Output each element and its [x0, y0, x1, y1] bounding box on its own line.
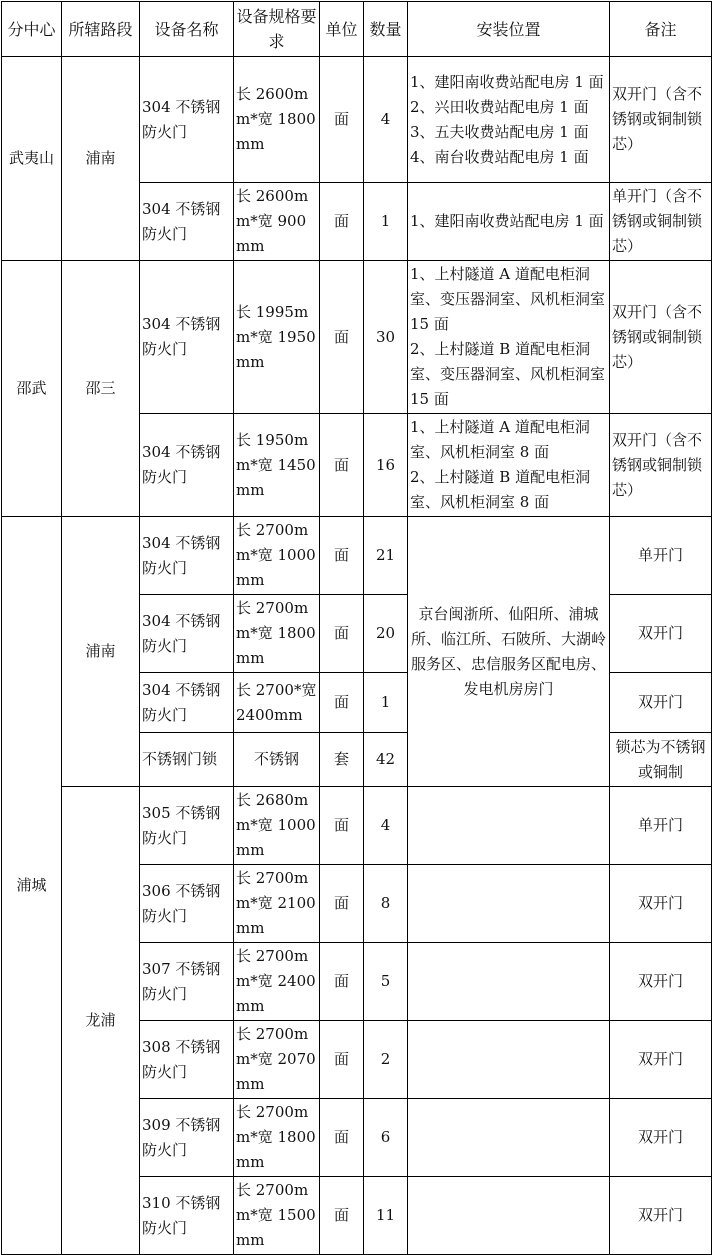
header-spec: 设备规格要求 [234, 2, 320, 57]
location-cell [408, 1099, 610, 1177]
section-cell: 邵三 [62, 261, 140, 517]
header-note: 备注 [610, 2, 712, 57]
qty-cell: 8 [364, 865, 408, 943]
location-line: 4、南台收费站配电房 1 面 [410, 147, 589, 166]
spec-cell: 长 2700mm*宽 1500mm [234, 1177, 320, 1255]
unit-cell: 面 [320, 183, 364, 261]
table-row [2, 787, 712, 865]
location-cell [408, 261, 610, 414]
spec-cell: 长 2700mm*宽 2400mm [234, 943, 320, 1021]
unit-cell: 面 [320, 517, 364, 595]
note-cell: 双开门 [610, 673, 712, 733]
unit-cell: 套 [320, 733, 364, 787]
location-line: 1、建阳南收费站配电房 1 面 [410, 212, 604, 230]
unit-cell: 面 [320, 261, 364, 414]
note-cell: 单开门 [610, 787, 712, 865]
device-name-cell: 309 不锈钢防火门 [140, 1099, 234, 1177]
device-name-cell: 304 不锈钢防火门 [140, 183, 234, 261]
header-row [2, 2, 712, 57]
note-cell: 双开门 [610, 1021, 712, 1099]
note-cell: 双开门（含不锈钢或铜制锁芯） [610, 414, 712, 517]
qty-cell: 42 [364, 733, 408, 787]
unit-cell: 面 [320, 1021, 364, 1099]
note-cell: 单开门（含不锈钢或铜制锁芯） [610, 183, 712, 261]
qty-cell: 30 [364, 261, 408, 414]
location-cell [408, 943, 610, 1021]
note-cell: 单开门 [610, 517, 712, 595]
device-name-cell: 307 不锈钢防火门 [140, 943, 234, 1021]
unit-cell: 面 [320, 595, 364, 673]
unit-cell: 面 [320, 414, 364, 517]
location-line: 1、建阳南收费站配电房 1 面 [410, 72, 604, 91]
table-row [2, 261, 712, 414]
header-device-name: 设备名称 [140, 2, 234, 57]
header-location: 安装位置 [408, 2, 610, 57]
device-name-cell: 304 不锈钢防火门 [140, 595, 234, 673]
unit-cell: 面 [320, 57, 364, 183]
location-cell [408, 57, 610, 183]
spec-cell: 长 2700mm*宽 1000mm [234, 517, 320, 595]
unit-cell: 面 [320, 1177, 364, 1255]
center-cell: 浦城 [2, 517, 62, 1255]
qty-cell: 5 [364, 943, 408, 1021]
header-center: 分中心 [2, 2, 62, 57]
table-row [2, 517, 712, 595]
center-cell: 武夷山 [2, 57, 62, 261]
note-cell: 双开门（含不锈钢或铜制锁芯） [610, 261, 712, 414]
section-cell: 浦南 [62, 517, 140, 787]
location-cell [408, 787, 610, 865]
equipment-table [1, 1, 712, 1255]
device-name-cell: 304 不锈钢防火门 [140, 261, 234, 414]
header-qty: 数量 [364, 2, 408, 57]
qty-cell: 4 [364, 57, 408, 183]
qty-cell: 2 [364, 1021, 408, 1099]
location-line: 3、五夫收费站配电房 1 面 [410, 122, 589, 141]
spec-cell: 长 2700*宽 2400mm [234, 673, 320, 733]
spec-cell: 不锈钢 [234, 733, 320, 787]
section-cell: 龙浦 [62, 787, 140, 1255]
spec-cell: 长 2700mm*宽 2100mm [234, 865, 320, 943]
qty-cell: 11 [364, 1177, 408, 1255]
spec-cell: 长 2600mm*宽 1800mm [234, 57, 320, 183]
unit-cell: 面 [320, 865, 364, 943]
table-row [2, 57, 712, 183]
location-cell: 京台闽浙所、仙阳所、浦城所、临江所、石陂所、大湖岭服务区、忠信服务区配电房、发电机房房门 [408, 517, 610, 787]
device-name-cell: 304 不锈钢防火门 [140, 517, 234, 595]
spec-cell: 长 2700mm*宽 1800mm [234, 595, 320, 673]
device-name-cell: 304 不锈钢防火门 [140, 673, 234, 733]
unit-cell: 面 [320, 943, 364, 1021]
spec-cell: 长 1995mm*宽 1950mm [234, 261, 320, 414]
spec-cell: 长 2600mm*宽 900mm [234, 183, 320, 261]
unit-cell: 面 [320, 1099, 364, 1177]
device-name-cell: 308 不锈钢防火门 [140, 1021, 234, 1099]
qty-cell: 16 [364, 414, 408, 517]
device-name-cell: 305 不锈钢防火门 [140, 787, 234, 865]
header-section: 所辖路段 [62, 2, 140, 57]
qty-cell: 20 [364, 595, 408, 673]
note-cell: 锁芯为不锈钢或铜制 [610, 733, 712, 787]
qty-cell: 1 [364, 673, 408, 733]
header-unit: 单位 [320, 2, 364, 57]
section-cell: 浦南 [62, 57, 140, 261]
qty-cell: 1 [364, 183, 408, 261]
location-line: 1、上村隧道 A 道配电柜洞室、风机柜洞室 8 面 [410, 418, 590, 461]
device-name-cell: 304 不锈钢防火门 [140, 414, 234, 517]
device-name-cell: 306 不锈钢防火门 [140, 865, 234, 943]
unit-cell: 面 [320, 787, 364, 865]
qty-cell: 6 [364, 1099, 408, 1177]
device-name-cell: 310 不锈钢防火门 [140, 1177, 234, 1255]
location-line: 1、上村隧道 A 道配电柜洞室、变压器洞室、风机柜洞室 15 面 [410, 265, 606, 333]
location-line: 2、兴田收费站配电房 1 面 [410, 97, 589, 116]
location-cell [408, 1177, 610, 1255]
spec-cell: 长 2700mm*宽 2070mm [234, 1021, 320, 1099]
qty-cell: 21 [364, 517, 408, 595]
qty-cell: 4 [364, 787, 408, 865]
note-cell: 双开门 [610, 595, 712, 673]
location-cell [408, 183, 610, 261]
device-name-cell: 不锈钢门锁 [140, 733, 234, 787]
note-cell: 双开门 [610, 1099, 712, 1177]
note-cell: 双开门 [610, 1177, 712, 1255]
location-line: 2、上村隧道 B 道配电柜洞室、变压器洞室、风机柜洞室 15 面 [410, 340, 606, 408]
note-cell: 双开门 [610, 943, 712, 1021]
location-cell [408, 414, 610, 517]
spec-cell: 长 2680mm*宽 1000mm [234, 787, 320, 865]
center-cell: 邵武 [2, 261, 62, 517]
spec-cell: 长 1950mm*宽 1450mm [234, 414, 320, 517]
device-name-cell: 304 不锈钢防火门 [140, 57, 234, 183]
spec-cell: 长 2700mm*宽 1800mm [234, 1099, 320, 1177]
note-cell: 双开门 [610, 865, 712, 943]
unit-cell: 面 [320, 673, 364, 733]
note-cell: 双开门（含不锈钢或铜制锁芯） [610, 57, 712, 183]
location-cell [408, 865, 610, 943]
location-line: 2、上村隧道 B 道配电柜洞室、风机柜洞室 8 面 [410, 468, 591, 511]
